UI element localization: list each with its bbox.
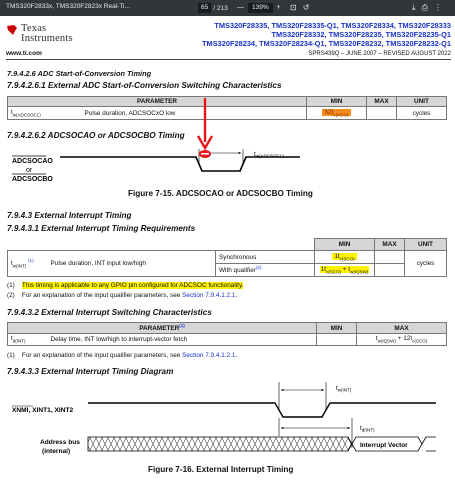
min-value: $1t_{c(SCO)} + t_{w(IQSW)}$	[315, 264, 375, 277]
unit-value: cycles	[397, 107, 447, 120]
minus-icon[interactable]: —	[237, 4, 244, 11]
param-desc: Pulse duration, ADCSOCxO low	[82, 107, 307, 120]
rotate-icon[interactable]: ↺	[302, 3, 310, 12]
tw-label: $t_{w(ADCSOCL)}$	[254, 151, 284, 159]
view-controls	[290, 3, 309, 13]
td-int-label: $t_{d(INT)}$	[360, 425, 375, 433]
signal-label: ADCSOCBO	[12, 176, 53, 183]
col-min: MIN	[317, 323, 357, 334]
bus-label: Address bus	[40, 439, 80, 446]
max-value	[375, 264, 405, 277]
section-link[interactable]: Section 7.9.4.1.2.1	[182, 292, 236, 299]
col-unit: UNIT	[397, 97, 447, 107]
adcsoc-waveform	[60, 157, 300, 171]
col-min: MIN	[307, 97, 367, 107]
col-parameter: PARAMETER	[8, 97, 307, 107]
document-revision: SPRS439Q – JUNE 2007 – REVISED AUGUST 2022	[308, 51, 451, 57]
section-link[interactable]: Section 7.9.4.1.2.1	[182, 352, 236, 359]
annotation-arrow	[190, 96, 220, 168]
more-icon[interactable]: ⋮	[433, 3, 442, 12]
footnote: (1) For an explanation of the input qualifier parameters, see Section 7.9.4.1.2.1.	[7, 352, 238, 359]
min-value	[317, 334, 357, 346]
section-subheading: 7.9.4.2.6.2 ADCSOCAO or ADCSOCBO Timing	[7, 131, 185, 140]
interrupt-switch-table	[7, 322, 447, 346]
figure-caption: Figure 7-15. ADCSOCAO or ADCSOCBO Timing	[128, 189, 313, 198]
signal-or: or	[26, 167, 33, 174]
part-line: TMS320F28335, TMS320F28335-Q1, TMS320F28334, TMS320F28333	[214, 21, 451, 30]
col-max: MAX	[367, 97, 397, 107]
section-subheading: 7.9.4.3.3 External Interrupt Timing Diagram	[7, 367, 174, 376]
adc-soc-table	[7, 96, 447, 120]
section-heading: 7.9.4.3 External Interrupt Timing	[7, 211, 132, 220]
zoom-input[interactable]: 139%	[248, 3, 273, 13]
footnote: (2) For an explanation of the input qualifier parameters, see Section 7.9.4.1.2.1.	[7, 292, 238, 299]
section-heading: 7.9.4.2.6 ADC Start-of-Conversion Timing	[7, 69, 152, 78]
tw-int-label: $t_{w(INT)}$	[336, 385, 352, 393]
file-controls	[412, 3, 442, 13]
figure-caption: Figure 7-16. External Interrupt Timing	[148, 465, 294, 474]
page-indicator	[198, 3, 228, 13]
signal-label: ADCSOCAO	[12, 158, 53, 165]
print-icon[interactable]: ⎙	[421, 3, 428, 12]
param-symbol: $t_{w(ADCSOCL)}$	[8, 107, 82, 120]
section-subheading: 7.9.4.3.1 External Interrupt Timing Requirements	[7, 224, 196, 233]
col-unit: UNIT	[405, 239, 447, 251]
unit-value: cycles	[405, 251, 447, 277]
download-icon[interactable]: ⤓	[412, 3, 416, 12]
vector-label: Interrupt Vector	[360, 442, 408, 449]
plus-icon[interactable]: +	[276, 4, 281, 11]
section-subheading: 7.9.4.2.6.1 External ADC Start-of-Conversion Switching Characteristics	[7, 81, 282, 90]
col-min: MIN	[315, 239, 375, 251]
param-symbol: $t_{w(INT)}$ $^{(1)}$	[8, 251, 48, 277]
param-symbol: $t_{d(INT)}$	[8, 334, 48, 346]
fit-page-icon[interactable]: ⊡	[290, 3, 297, 12]
col-max: MAX	[357, 323, 447, 334]
adcsoc-timing-diagram	[0, 145, 455, 195]
int-waveform	[88, 403, 436, 417]
param-desc: Delay time, INT low/high to interrupt-vector fetch	[48, 334, 317, 346]
pdf-toolbar	[0, 0, 455, 16]
part-line: TMS320F28234, TMS320F28234-Q1, TMS320F28232, TMS320F28232-Q1	[202, 39, 451, 49]
max-value	[375, 251, 405, 264]
interrupt-req-table	[7, 238, 447, 277]
max-value: $t_{w(IQSW)} + 12t_{c(SCO)}$	[357, 334, 447, 346]
page-total: / 213	[213, 4, 228, 12]
logo-line-1: Texas	[21, 23, 47, 34]
logo-line-2: Instruments	[21, 33, 73, 44]
min-value: $1t_{c(SCO)}$	[315, 251, 375, 264]
max-value	[367, 107, 397, 120]
site-url: www.ti.com	[6, 50, 42, 57]
ti-logo-icon	[6, 24, 18, 36]
footnote: (1) This timing is applicable to any GPIO pin configured for ADCSOC functionality.	[7, 282, 244, 289]
param-desc: Pulse duration, INT input low/high	[48, 251, 216, 277]
condition: With qualifier$^{(2)}$	[216, 264, 315, 277]
part-numbers	[202, 21, 451, 49]
condition: Synchronous	[216, 251, 315, 264]
part-line: TMS320F28332, TMS320F28235, TMS320F28235-Q1	[271, 30, 451, 40]
zoom-controls	[237, 3, 281, 13]
col-parameter: PARAMETER$^{(1)}$	[8, 323, 317, 334]
ti-logo	[6, 24, 73, 44]
page-number-input[interactable]: 65	[198, 3, 211, 13]
bus-invalid-region	[88, 437, 352, 451]
header-divider	[6, 59, 451, 60]
bus-label-sub: (internal)	[42, 448, 71, 455]
section-subheading: 7.9.4.3.2 External Interrupt Switching Characteristics	[7, 308, 212, 317]
col-max: MAX	[375, 239, 405, 251]
interrupt-timing-diagram	[0, 378, 455, 460]
signal-label: XNMI, XINT1, XINT2	[12, 407, 74, 414]
min-value: $32t_{c(HCO)}$	[307, 107, 367, 120]
document-title: TMS320F2833x, TMS320F2823x Real-Ti...	[6, 3, 130, 10]
